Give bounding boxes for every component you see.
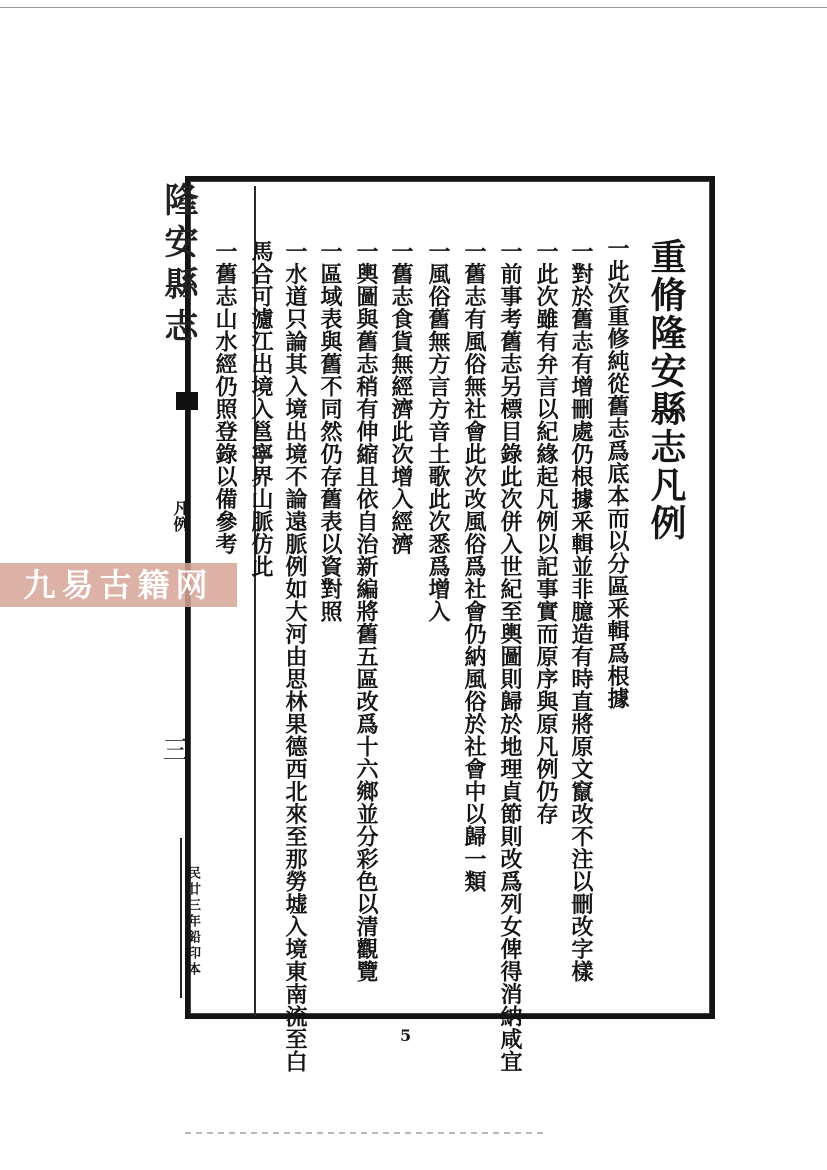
rule-item: 一區域表與舊不同然仍存舊表以資對照	[317, 240, 343, 623]
rule-item: 一輿圖與舊志稍有伸縮且依自治新編將舊五區改爲十六鄉並分彩色以清觀覽	[353, 240, 379, 983]
top-rule	[0, 7, 827, 8]
margin-section-label: 凡例	[171, 500, 190, 532]
scan-artifact	[185, 1132, 545, 1134]
rule-item: 一舊志食貨無經濟此次增入經濟	[388, 240, 414, 555]
rule-item-continuation: 馬合可濾江出境入邕寧界山脈仿此	[248, 240, 274, 578]
page-number: 5	[400, 1026, 412, 1045]
margin-page-number: 三	[158, 736, 188, 764]
margin-book-title: 隆安縣志	[158, 182, 198, 350]
edition-label: 民廿三年鉛印本	[185, 866, 200, 978]
rule-item: 一水道只論其入境出境不論遠脈例如大河由思林果德西北來至那勞墟入境東南流至白	[282, 240, 308, 1073]
rule-item: 一舊志山水經仍照登錄以備參考	[212, 240, 238, 555]
watermark-banner: 九易古籍网	[0, 563, 237, 607]
rule-item: 一前事考舊志另標目錄此次併入世紀至輿圖則歸於地理貞節則改爲列女俾得消納咸宜	[497, 240, 523, 1073]
rule-item: 一此次雖有弁言以紀緣起凡例以記事實而原序與原凡例仍存	[533, 240, 559, 825]
rule-item: 一舊志有風俗無社會此次改風俗爲社會仍納風俗於社會中以歸一類	[461, 240, 487, 893]
document-title: 重脩隆安縣志凡例	[645, 238, 687, 542]
rule-item: 一對於舊志有增刪處仍根據釆輯並非臆造有時直將原文竄改不注以刪改字樣	[568, 240, 594, 983]
rule-item: 一此次重修純從舊志爲底本而以分區釆輯爲根據	[604, 237, 630, 710]
margin-fishtail-mark	[176, 392, 198, 410]
rule-item: 一風俗舊無方言方音土歌此次悉爲增入	[425, 240, 451, 623]
